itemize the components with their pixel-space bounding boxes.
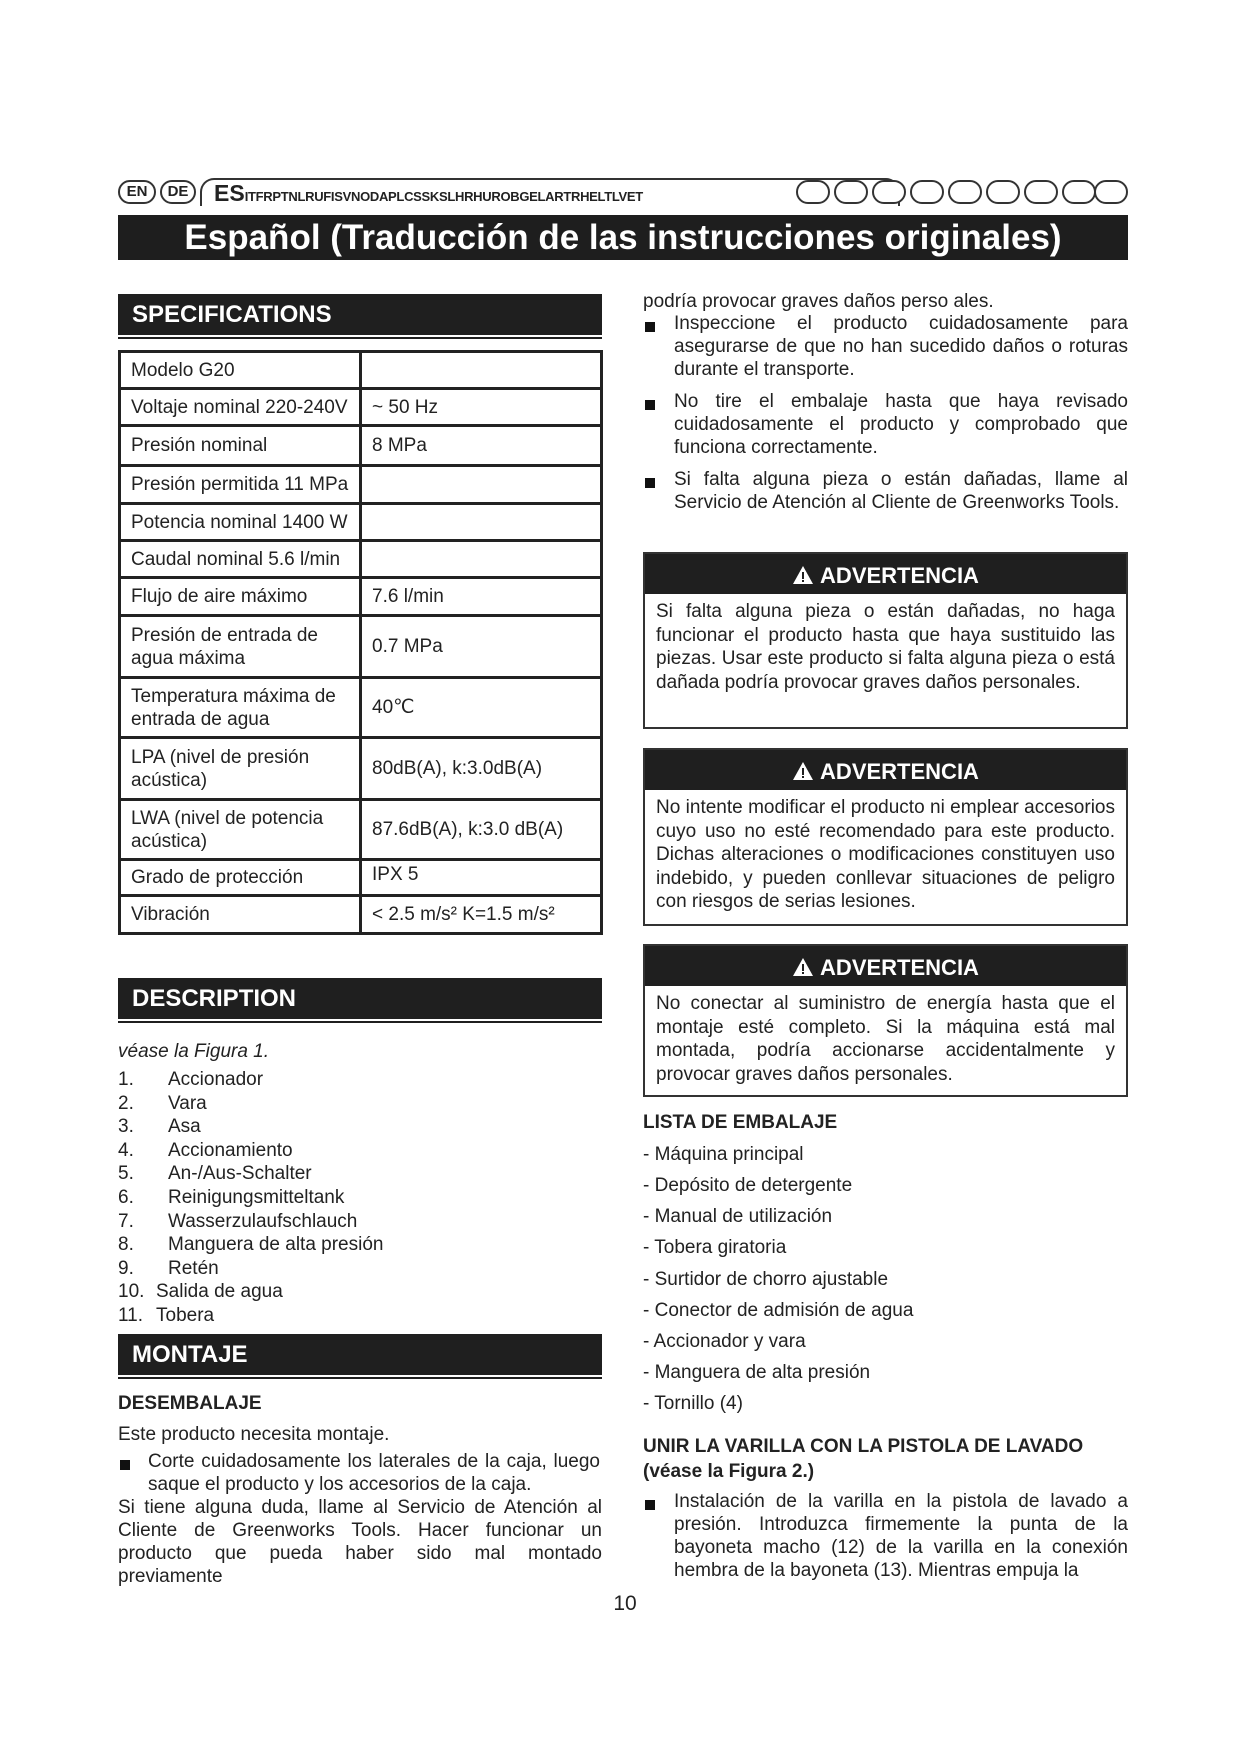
list-item <box>118 1115 588 1139</box>
item-number: 9. <box>118 1257 134 1279</box>
list-item <box>118 1257 588 1281</box>
lang-active-label: ES <box>214 180 245 206</box>
spec-value: 80dB(A), k:3.0dB(A) <box>361 738 602 800</box>
spec-value: < 2.5 m/s² K=1.5 m/s² <box>361 896 602 934</box>
item-number: 11. <box>118 1304 144 1326</box>
packing-item: - Máquina principal <box>643 1144 804 1165</box>
warning-box <box>643 944 1128 1097</box>
spec-value: IPX 5 <box>361 860 602 896</box>
packing-item: - Tobera giratoria <box>643 1237 787 1258</box>
warning-icon <box>792 957 814 977</box>
warning-icon <box>792 761 814 781</box>
spec-label: Caudal nominal 5.6 l/min <box>120 541 361 578</box>
spec-value: ~ 50 Hz <box>361 389 602 426</box>
table-row <box>120 860 602 896</box>
packing-list-heading: LISTA DE EMBALAJE <box>643 1112 838 1133</box>
list-item <box>118 1068 588 1092</box>
montaje-paragraph: Este producto necesita montaje. <box>118 1424 390 1445</box>
warning-label: ADVERTENCIA <box>820 563 979 588</box>
spec-label: Voltaje nominal 220-240V <box>120 389 361 426</box>
page-title: Español (Traducción de las instrucciones originales) <box>118 215 1128 260</box>
table-row <box>120 738 602 800</box>
item-number: 4. <box>118 1139 134 1161</box>
packing-item: - Manguera de alta presión <box>643 1362 871 1383</box>
list-item <box>118 1280 588 1304</box>
table-row <box>120 578 602 616</box>
item-label: Tobera <box>156 1304 215 1326</box>
unpacking-bullet: Inspeccione el producto cuidadosamente para asegurarse de que no han sucedido daños o roturas durante el transporte. <box>674 313 1128 380</box>
item-number: 3. <box>118 1116 134 1138</box>
spec-value <box>361 504 602 541</box>
table-row <box>120 616 602 678</box>
list-item <box>118 1186 588 1210</box>
item-label: An-/Aus-Schalter <box>168 1163 312 1185</box>
table-row <box>120 896 602 934</box>
item-number: 8. <box>118 1234 134 1256</box>
list-item <box>118 1139 588 1163</box>
spec-label: Presión permitida 11 MPa <box>120 466 361 504</box>
spec-label: Temperatura máxima de entrada de agua <box>120 678 361 738</box>
warning-text: No conectar al suministro de energía hasta que el montaje esté completo. Si la máquina está mal montada, podría accionarse accidentalmente y provocar graves daños personales. <box>656 993 1115 1085</box>
lang-label: DE <box>167 183 189 200</box>
list-item <box>118 1162 588 1186</box>
lang-tab-de[interactable] <box>160 180 196 204</box>
warning-label: ADVERTENCIA <box>820 759 979 784</box>
description-intro: véase la Figura 1. <box>118 1041 270 1062</box>
bullet-marker <box>120 1460 130 1470</box>
item-number: 6. <box>118 1186 134 1208</box>
spec-label: LWA (nivel de potencia acústica) <box>120 800 361 860</box>
description-heading: DESCRIPTION <box>118 978 602 1019</box>
montaje-paragraph: Si tiene alguna duda, llame al Servicio de Atención al Cliente de Greenworks Tools. Hacer funcionar un producto que pueda haber sido mal montado previamente <box>118 1497 602 1587</box>
parts-list <box>118 1068 588 1328</box>
table-row <box>120 541 602 578</box>
spec-label: Vibración <box>120 896 361 934</box>
unir-bullet: Instalación de la varilla en la pistola de lavado a presión. Introduzca firmemente la punta de la bayoneta macho (12) de la varilla en la conexión hembra de la bayoneta (13). Mientras empuja la <box>674 1491 1128 1581</box>
item-label: Retén <box>168 1257 219 1279</box>
spec-value <box>361 352 602 389</box>
packing-item: - Manual de utilización <box>643 1206 833 1227</box>
item-number: 10. <box>118 1281 145 1303</box>
spec-table <box>118 350 603 935</box>
warning-text: Si falta alguna pieza o están dañadas, no haga funcionar el producto hasta que haya sustituido las piezas. Usar este producto si falta alguna pieza o está dañada podría provocar graves daños personales. <box>656 601 1115 693</box>
unir-subheading: (véase la Figura 2.) <box>643 1461 815 1482</box>
spec-value: 0.7 MPa <box>361 616 602 678</box>
spec-value <box>361 541 602 578</box>
item-label: Wasserzulaufschlauch <box>168 1210 358 1232</box>
spec-label: LPA (nivel de presión acústica) <box>120 738 361 800</box>
unpacking-bullet: No tire el embalaje hasta que haya revisado cuidadosamente el producto y comprobado que funciona correctamente. <box>674 391 1128 458</box>
table-row <box>120 466 602 504</box>
lang-other-codes: ITFRPTNLRUFISVNODAPLCSSKSLHRHUROBGELARTRHELTLVET <box>244 189 643 204</box>
warning-icon <box>792 565 814 585</box>
warning-label: ADVERTENCIA <box>820 955 979 980</box>
unpacking-bullet: Si falta alguna pieza o están dañadas, llame al Servicio de Atención al Cliente de Greenworks Tools. <box>674 469 1128 513</box>
item-number: 5. <box>118 1163 134 1185</box>
warning-box <box>643 748 1128 926</box>
lang-tab-empty <box>948 180 982 204</box>
lang-tab-empty <box>1062 180 1096 204</box>
spec-label: Modelo G20 <box>120 352 361 389</box>
item-number: 1. <box>118 1069 134 1090</box>
list-item <box>118 1210 588 1234</box>
table-row <box>120 426 602 466</box>
bullet-marker <box>645 478 655 488</box>
warning-box <box>643 552 1128 729</box>
table-row <box>120 800 602 860</box>
item-label: Accionador <box>168 1069 264 1090</box>
item-number: 2. <box>118 1092 134 1114</box>
list-item <box>118 1092 588 1116</box>
spec-label: Flujo de aire máximo <box>120 578 361 616</box>
packing-item: - Depósito de detergente <box>643 1175 853 1196</box>
warning-header <box>645 554 1126 594</box>
lang-tab-empty <box>1024 180 1058 204</box>
lang-label: EN <box>126 183 148 200</box>
page-number: 10 <box>613 1592 637 1615</box>
lang-tab-en[interactable] <box>118 180 156 204</box>
item-label: Asa <box>168 1116 201 1138</box>
specifications-heading: SPECIFICATIONS <box>118 294 602 335</box>
lang-tab-active[interactable] <box>200 178 900 206</box>
spec-value: 87.6dB(A), k:3.0 dB(A) <box>361 800 602 860</box>
lang-tab-empty <box>834 180 868 204</box>
packing-item: - Tornillo (4) <box>643 1393 743 1414</box>
item-label: Manguera de alta presión <box>168 1234 384 1256</box>
table-row <box>120 352 602 389</box>
spec-label: Potencia nominal 1400 W <box>120 504 361 541</box>
spec-value: 40℃ <box>361 678 602 738</box>
warning-header <box>645 946 1126 986</box>
warning-text: No intente modificar el producto ni emplear accesorios cuyo uso no esté recomendado para este producto. Dichas alteraciones o modificaciones constituyen uso indebido, y pueden conllevar situaciones de peligro con riesgos de serias lesiones. <box>656 797 1115 912</box>
spec-label: Presión de entrada de agua máxima <box>120 616 361 678</box>
lang-tab-empty <box>910 180 944 204</box>
lang-tab-empty <box>986 180 1020 204</box>
item-number: 7. <box>118 1210 134 1232</box>
bullet-marker <box>645 400 655 410</box>
spec-value: 7.6 l/min <box>361 578 602 616</box>
lang-tab-empty <box>1094 180 1128 204</box>
bullet-marker <box>645 322 655 332</box>
montaje-bullet: Corte cuidadosamente los laterales de la caja, luego saque el producto y los accesorios de la caja. <box>148 1451 600 1495</box>
item-label: Salida de agua <box>156 1281 283 1303</box>
packing-item: - Conector de admisión de agua <box>643 1300 914 1321</box>
item-label: Reinigungsmitteltank <box>168 1186 345 1208</box>
table-row <box>120 504 602 541</box>
unir-heading: UNIR LA VARILLA CON LA PISTOLA DE LAVADO <box>643 1436 1084 1457</box>
spec-value <box>361 466 602 504</box>
warning-header <box>645 750 1126 790</box>
list-item <box>118 1304 588 1328</box>
desembalaje-heading: DESEMBALAJE <box>118 1393 262 1414</box>
lang-tab-empty <box>796 180 830 204</box>
item-label: Vara <box>168 1092 207 1114</box>
montaje-heading: MONTAJE <box>118 1334 602 1375</box>
table-row <box>120 389 602 426</box>
packing-item: - Accionador y vara <box>643 1331 806 1352</box>
packing-item: - Surtidor de chorro ajustable <box>643 1269 889 1290</box>
table-row <box>120 678 602 738</box>
language-tab-strip <box>118 178 1128 206</box>
list-item <box>118 1233 588 1257</box>
item-label: Accionamiento <box>168 1139 293 1161</box>
spec-value: 8 MPa <box>361 426 602 466</box>
lang-tab-empty <box>872 180 906 204</box>
bullet-marker <box>645 1500 655 1510</box>
spec-label: Presión nominal <box>120 426 361 466</box>
spec-label: Grado de protección <box>120 860 361 896</box>
continued-text: podría provocar graves daños perso ales. <box>643 291 994 312</box>
